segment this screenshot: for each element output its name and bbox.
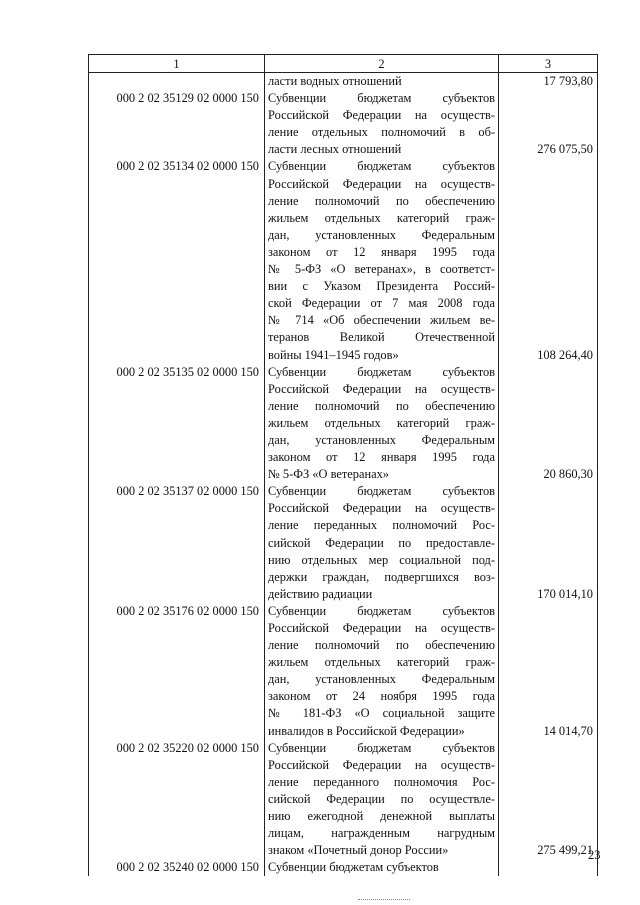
- table-row: [89, 740, 598, 860]
- row-description: [265, 158, 499, 363]
- description-line: Субвенции бюджетам субъектов: [268, 740, 495, 755]
- description-line: дан, установленных Федеральным: [268, 227, 495, 242]
- description-line: сийской Федерации по осуществле-: [268, 791, 495, 806]
- row-amount: 275 499,21: [499, 740, 598, 860]
- description-line: вии с Указом Президента Россий-: [268, 279, 495, 294]
- table-row: [89, 158, 598, 363]
- row-description: [265, 603, 499, 740]
- description-line: Субвенции бюджетам субъектов: [268, 159, 495, 174]
- row-description: [265, 73, 499, 91]
- description-line: знаком «Почетный донор России»: [268, 843, 449, 858]
- description-line: Российской Федерации на осуществ-: [268, 108, 495, 123]
- description-line: дан, установленных Федеральным: [268, 432, 495, 447]
- table-row: [89, 603, 598, 740]
- description-line: Субвенции бюджетам субъектов: [268, 603, 495, 618]
- row-code: 000 2 02 35137 02 0000 150: [89, 483, 265, 603]
- description-line: Субвенции бюджетам субъектов: [268, 484, 495, 499]
- budget-table: [88, 54, 601, 876]
- row-description: [265, 90, 499, 158]
- table-row: [89, 859, 598, 876]
- header-col-code: 1: [89, 55, 265, 73]
- row-amount: 20 860,30: [499, 364, 598, 484]
- description-line: ласти лесных отношений: [268, 142, 402, 157]
- table-header: [89, 55, 598, 73]
- description-line: действию радиации: [268, 586, 373, 601]
- header-col-amount: 3: [499, 55, 598, 73]
- description-line: ление переданных полномочий Рос-: [268, 518, 495, 533]
- description-line: Субвенции бюджетам субъектов: [268, 364, 495, 379]
- description-line: Российской Федерации на осуществ-: [268, 176, 495, 191]
- description-line: жильем отдельных категорий граж-: [268, 210, 495, 225]
- table-row: [89, 364, 598, 484]
- description-line: лицам, награжденным нагрудным: [268, 826, 495, 841]
- description-line: ление отдельных полномочий в об-: [268, 125, 495, 140]
- description-line: № 181-ФЗ «О социальной защите: [268, 706, 495, 721]
- description-line: Российской Федерации на осуществ-: [268, 381, 495, 396]
- description-line: ление полномочий по обеспечению: [268, 398, 495, 413]
- row-code: 000 2 02 35240 02 0000 150: [89, 859, 265, 876]
- description-line: жильем отдельных категорий граж-: [268, 415, 495, 430]
- table-header-row: [89, 55, 598, 73]
- row-description: [265, 364, 499, 484]
- description-line: ласти водных отношений: [268, 74, 402, 88]
- table-body: [89, 73, 601, 877]
- description-line: ской Федерации от 7 мая 2008 года: [268, 296, 495, 311]
- description-line: законом от 24 ноября 1995 года: [268, 689, 495, 704]
- description-line: Российской Федерации на осуществ-: [268, 621, 495, 635]
- description-line: Российской Федерации на осуществ-: [268, 501, 495, 516]
- row-amount: 17 793,80: [499, 73, 598, 91]
- description-line: войны 1941–1945 годов»: [268, 347, 399, 362]
- row-amount: 276 075,50: [499, 90, 598, 158]
- description-line: № 5-ФЗ «О ветеранах», в соответст-: [268, 262, 495, 277]
- row-amount: 170 014,10: [499, 483, 598, 603]
- description-line: нию ежегодной денежной выплаты: [268, 809, 495, 824]
- description-line: ление полномочий по обеспечению: [268, 638, 495, 653]
- row-amount: 14 014,70: [499, 603, 598, 740]
- description-line: Российской Федерации на осуществ-: [268, 757, 495, 772]
- header-col-name: 2: [265, 55, 499, 73]
- row-amount: 108 264,40: [499, 158, 598, 363]
- description-line: законом от 12 января 1995 года: [268, 450, 495, 465]
- row-amount: [499, 859, 598, 876]
- description-line: инвалидов в Российской Федерации»: [268, 723, 465, 738]
- row-description: [265, 483, 499, 603]
- row-code: 000 2 02 35220 02 0000 150: [89, 740, 265, 860]
- row-code: 000 2 02 35134 02 0000 150: [89, 158, 265, 363]
- table-row: [89, 90, 598, 158]
- table-row: [89, 483, 598, 603]
- row-code: 000 2 02 35129 02 0000 150: [89, 90, 265, 158]
- row-code: [89, 73, 265, 91]
- description-line: держки граждан, подвергшихся воз-: [268, 569, 495, 584]
- description-line: жильем отдельных категорий граж-: [268, 655, 495, 670]
- description-line: нию отдельных мер социальной под-: [268, 552, 495, 567]
- description-line: дан, установленных Федеральным: [268, 672, 495, 687]
- row-code: 000 2 02 35176 02 0000 150: [89, 603, 265, 740]
- row-description: [265, 859, 499, 876]
- description-line: ление переданного полномочия Рос-: [268, 774, 495, 789]
- description-line: Субвенции бюджетам субъектов: [268, 860, 439, 875]
- description-line: № 5-ФЗ «О ветеранах»: [268, 467, 389, 482]
- description-line: теранов Великой Отечественной: [268, 330, 495, 345]
- description-line: № 714 «Об обеспечении жильем ве-: [268, 313, 495, 328]
- row-code: 000 2 02 35135 02 0000 150: [89, 364, 265, 484]
- description-line: сийской Федерации по предоставле-: [268, 535, 495, 550]
- description-line: законом от 12 января 1995 года: [268, 244, 495, 259]
- description-line: Субвенции бюджетам субъектов: [268, 91, 495, 106]
- row-description: [265, 740, 499, 860]
- table-row: [89, 73, 598, 91]
- description-line: ление полномочий по обеспечению: [268, 193, 495, 208]
- page-number: 23: [588, 848, 601, 862]
- footer-mark: [358, 899, 410, 900]
